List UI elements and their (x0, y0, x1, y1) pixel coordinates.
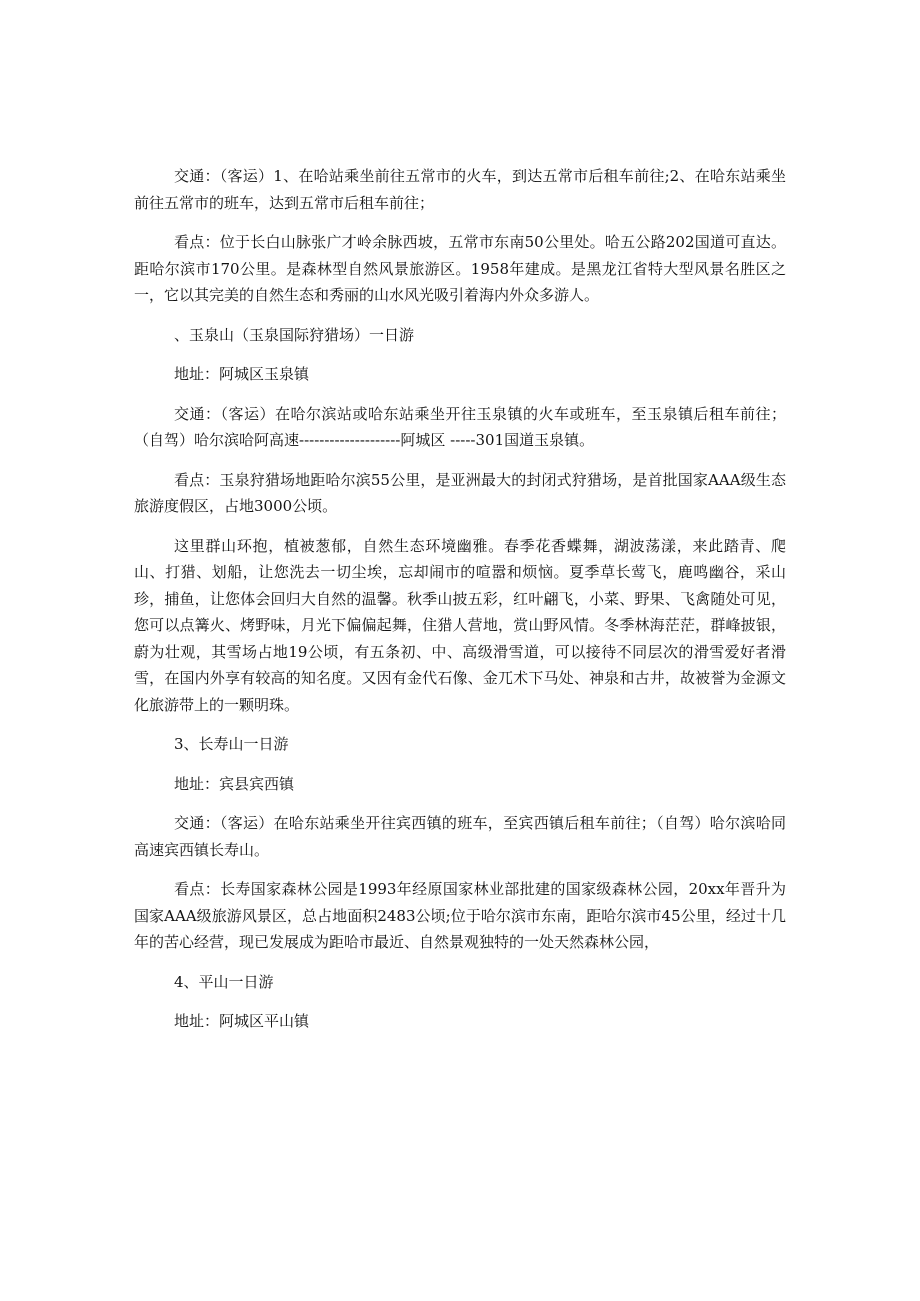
paragraph-address-binxi: 地址：宾县宾西镇 (174, 774, 295, 793)
section-heading-yuquanshan: 、玉泉山（玉泉国际狩猎场）一日游 (174, 325, 415, 344)
paragraph-address-pingshan: 地址：阿城区平山镇 (174, 1012, 310, 1030)
section-heading-pingshan: 4、平山一日游 (174, 972, 274, 991)
paragraph-address-yuquan: 地址：阿城区玉泉镇 (174, 365, 310, 383)
paragraph-highlights-changshou: 看点：长寿国家森林公园是1993年经原国家林业部批建的国家级森林公园，20xx年晋升为国家AAA级旅游风景区，总占地面积2483公顷;位于哈尔滨市东南，距哈尔滨市45公里，经过十几年的苦心经营，现已发展成为距哈市最近、自然景观独特的一处天然森林公园， (134, 880, 786, 951)
paragraph-highlights-wuchang: 看点：位于长白山脉张广才岭余脉西坡，五常市东南50公里处。哈五公路202国道可直达。距哈尔滨市170公里。是森林型自然风景旅游区。1958年建成。是黑龙江省特大型风景名胜区之一，它以其完美的自然生态和秀丽的山水风光吸引着海内外众多游人。 (134, 233, 786, 304)
document-body (134, 163, 786, 1048)
section-heading-changshoushan: 3、长寿山一日游 (174, 735, 289, 753)
paragraph-transport-wuchang: 交通：（客运）1、在哈站乘坐前往五常市的火车，到达五常市后租车前往;2、在哈东站乘坐前往五常市的班车，达到五常市后租车前往； (134, 167, 786, 212)
paragraph-transport-changshou: 交通：（客运）在哈东站乘坐开往宾西镇的班车，至宾西镇后租车前往；（自驾）哈尔滨哈同高速宾西镇长寿山。 (134, 814, 786, 859)
paragraph-transport-yuquan: 交通：（客运）在哈尔滨站或哈东站乘坐开往玉泉镇的火车或班车，至玉泉镇后租车前往；（自驾）哈尔滨哈阿高速--------------------阿城区 -----301国道玉泉镇。 (134, 404, 786, 449)
paragraph-highlights-yuquan: 看点：玉泉狩猎场地距哈尔滨55公里，是亚洲最大的封闭式狩猎场，是首批国家AAA级生态旅游度假区，占地3000公顷。 (134, 470, 786, 515)
paragraph-description-yuquan: 这里群山环抱，植被葱郁，自然生态环境幽雅。春季花香蝶舞，湖波荡漾，来此踏青、爬山、打猎、划船，让您洗去一切尘埃，忘却闹市的喧嚣和烦恼。夏季草长莺飞，鹿鸣幽谷，采山珍，捕鱼，让您体会回归大自然的温馨。秋季山披五彩，红叶翩飞，小菜、野果、飞禽随处可见，您可以点篝火、烤野味，月光下偏偏起舞，住猎人营地，赏山野风情。冬季林海茫茫，群峰披银，蔚为壮观，其雪场占地19公顷，有五条初、中、高级滑雪道，可以接待不同层次的滑雪爱好者滑雪，在国内外享有较高的知名度。又因有金代石像、金兀术下马处、神泉和古井，故被誉为金源文化旅游带上的一颗明珠。 (134, 536, 786, 714)
